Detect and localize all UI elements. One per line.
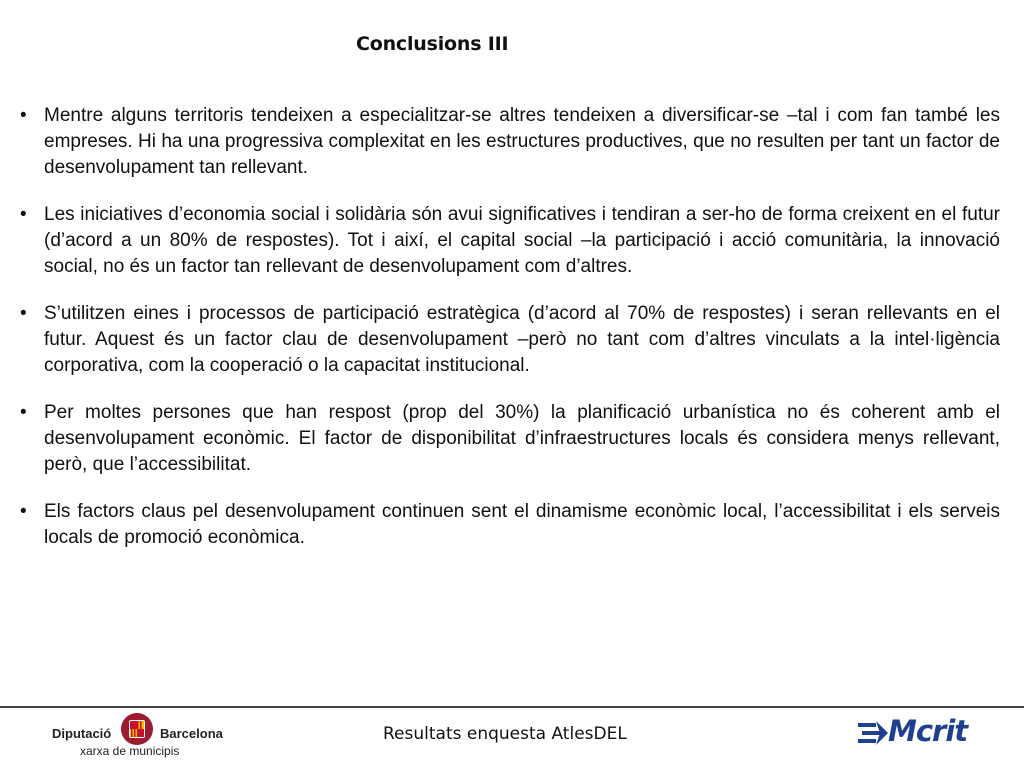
bullet-list <box>20 103 1000 572</box>
diputacio-barcelona-logo <box>52 710 232 762</box>
logo-word-left: Diputació <box>52 726 112 741</box>
logo-subtitle: xarxa de municipis <box>80 744 180 758</box>
bullet-item: • S’utilitzen eines i processos de participació estratègica (d’acord al 70% de respostes) i seran rellevants en el futur. Aquest és un factor clau de desenvolupament –però no tant com d’altres vinculats a la intel·ligència corporativa, com la cooperació o la capacitat institucional. <box>20 301 1000 379</box>
seal-icon <box>120 712 154 746</box>
bullet-item: • Els factors claus pel desenvolupament continuen sent el dinamisme econòmic local, l’accessibilitat i els serveis locals de promoció econòmica. <box>20 499 1000 551</box>
bullet-item: • Mentre alguns territoris tendeixen a especialitzar-se altres tendeixen a diversificar-se –tal i com fan també les empreses. Hi ha una progressiva complexitat en les estructures productives, que no resulten per tant un factor de desenvolupament tan rellevant. <box>20 103 1000 181</box>
bullet-item: • Per moltes persones que han respost (prop del 30%) la planificació urbanística no és coherent amb el desenvolupament econòmic. El factor de disponibilitat d’infraestructures locals és considera menys rellevant, però, que l’accessibilitat. <box>20 400 1000 478</box>
mcrit-wordmark: Mcrit <box>888 714 968 748</box>
footer-caption: Resultats enquesta AtlesDEL <box>383 724 627 744</box>
footer-divider <box>0 706 1024 708</box>
mcrit-logo <box>858 714 978 751</box>
slide-title: Conclusions III <box>356 33 509 55</box>
mcrit-mark-icon <box>858 719 888 747</box>
bullet-item: • Les iniciatives d’economia social i solidària són avui significatives i tendiran a ser-ho de forma creixent en el futur (d’acord a un 80% de respostes). Tot i així, el capital social –la participació i acció comunitària, la innovació social, no és un factor tan rellevant de desenvolupament com d’altres. <box>20 202 1000 280</box>
logo-word-right: Barcelona <box>160 726 223 741</box>
